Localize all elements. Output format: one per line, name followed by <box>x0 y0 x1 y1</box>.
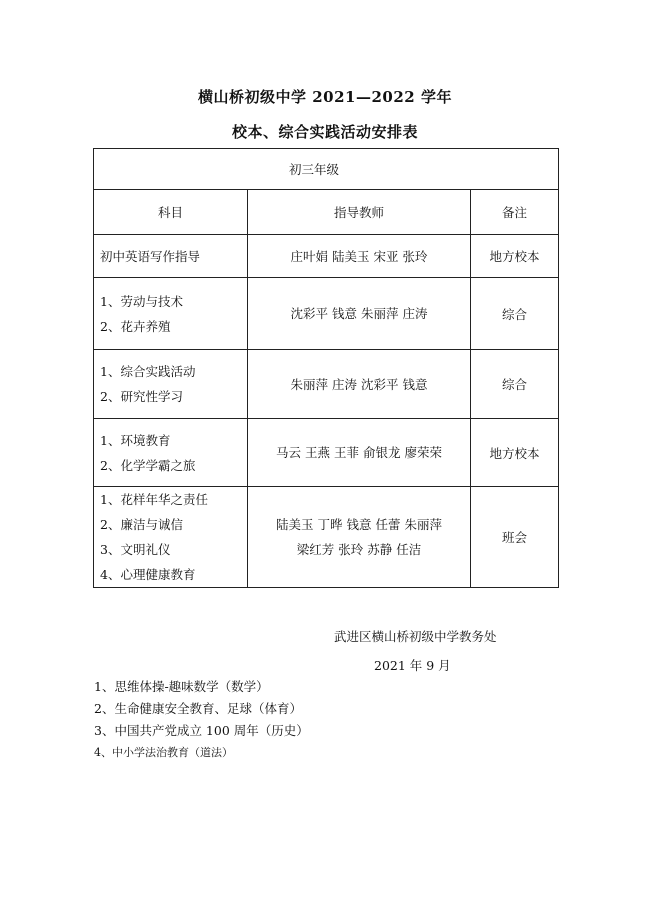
subject-item: 2、研究性学习 <box>100 389 183 404</box>
issuing-office: 武进区横山桥初级中学教务处 <box>334 629 497 644</box>
subject-item: 1、环境教育 <box>100 432 171 448</box>
subject-item: 4、心理健康教育 <box>100 567 196 582</box>
subject-cell <box>94 487 248 588</box>
subject-item: 2、化学学霸之旅 <box>100 457 196 473</box>
subject-item: 1、综合实践活动 <box>100 364 196 379</box>
table-row <box>94 487 559 588</box>
teacher-names: 马云 王燕 王菲 俞银龙 廖荣荣 <box>276 445 442 460</box>
document-title: 横山桥初级中学 2021—2022 学年 <box>198 88 452 106</box>
teacher-names: 朱丽萍 庄涛 沈彩平 钱意 <box>290 376 428 392</box>
schedule-table <box>93 148 559 588</box>
notes-list <box>94 676 309 764</box>
subject-item: 2、廉洁与诚信 <box>100 517 183 532</box>
teacher-cell <box>248 419 471 487</box>
header-note: 备注 <box>471 190 559 235</box>
document-subtitle: 校本、综合实践活动安排表 <box>231 123 418 141</box>
grade-header-cell <box>94 149 559 190</box>
note-cell: 班会 <box>471 487 559 588</box>
subject-item: 1、劳动与技术 <box>100 293 183 309</box>
subject-cell <box>94 278 248 350</box>
grade-label: 初三年级 <box>289 162 340 177</box>
note-cell: 综合 <box>471 278 559 350</box>
teacher-names: 梁红芳 张玲 苏静 任洁 <box>296 542 422 557</box>
teacher-cell <box>248 278 471 350</box>
list-item: 2、生命健康安全教育、足球（体育） <box>94 701 302 716</box>
table-row <box>94 278 559 350</box>
list-item: 4、中小学法治教育（道法） <box>94 746 233 759</box>
list-item: 3、中国共产党成立 100 周年（历史） <box>94 723 309 738</box>
teacher-cell <box>248 487 471 588</box>
issue-date: 2021 年 9 月 <box>374 658 451 673</box>
subject-cell <box>94 235 248 278</box>
subject-item: 2、花卉养殖 <box>100 318 171 334</box>
teacher-cell <box>248 235 471 278</box>
note-cell: 综合 <box>471 350 559 419</box>
header-subject: 科目 <box>94 190 248 235</box>
note-cell: 地方校本 <box>471 419 559 487</box>
subject-item: 初中英语写作指导 <box>100 248 201 264</box>
subject-item: 3、文明礼仪 <box>100 542 171 557</box>
list-item: 1、思维体操-趣味数学（数学） <box>94 679 269 694</box>
note-cell: 地方校本 <box>471 235 559 278</box>
teacher-names: 庄叶娟 陆美玉 宋亚 张玲 <box>290 248 428 264</box>
teacher-cell <box>248 350 471 419</box>
table-row <box>94 350 559 419</box>
teacher-names: 陆美玉 丁晔 钱意 任蕾 朱丽萍 <box>276 517 442 532</box>
header-teacher: 指导教师 <box>248 190 471 235</box>
subject-cell <box>94 350 248 419</box>
teacher-names: 沈彩平 钱意 朱丽萍 庄涛 <box>290 306 428 321</box>
subject-item: 1、花样年华之责任 <box>100 492 208 507</box>
table-row <box>94 235 559 278</box>
table-row <box>94 419 559 487</box>
table-header-row <box>94 190 559 235</box>
subject-cell <box>94 419 248 487</box>
